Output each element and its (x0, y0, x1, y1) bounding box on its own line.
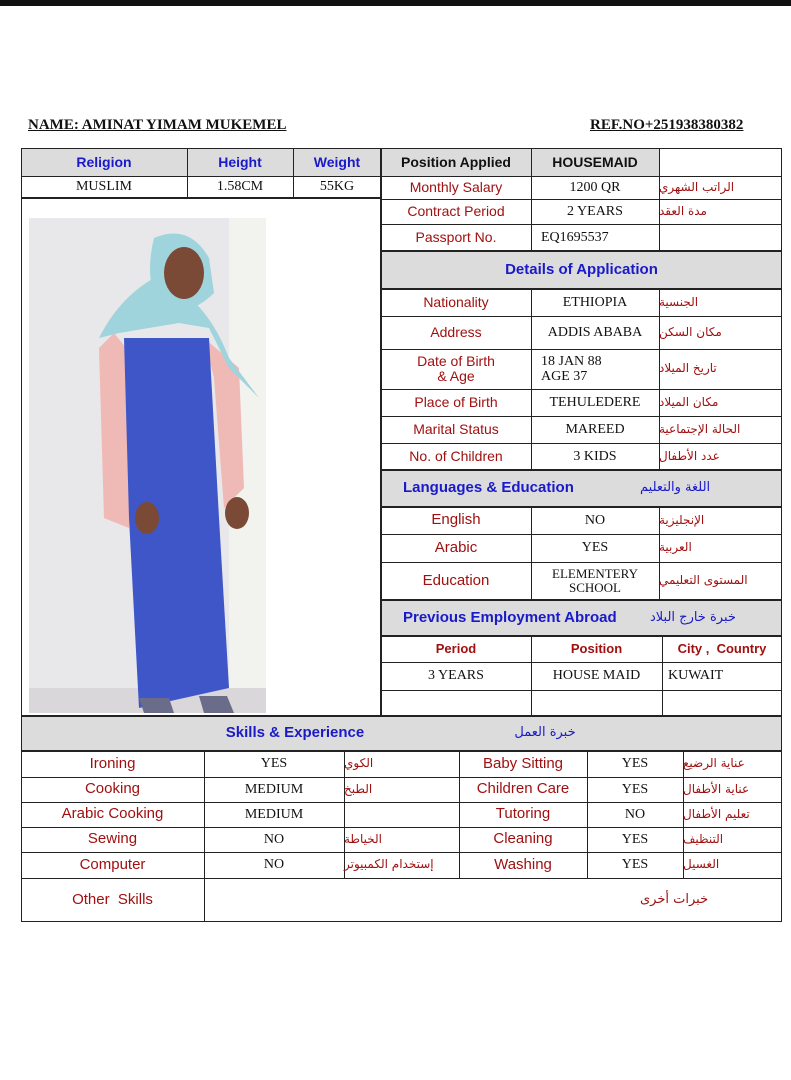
nationality-arabic: الجنسية (659, 294, 699, 309)
english-label: English (431, 511, 481, 529)
employment-period-header: Period (435, 640, 477, 656)
contract-period-arabic: مدة العقد (659, 203, 707, 218)
dob-label-line2: & Age (437, 368, 475, 384)
address-value: ADDIS ABABA (547, 324, 643, 340)
religion-value: MUSLIM (75, 179, 132, 195)
other-skills-label: Other Skills (72, 890, 153, 908)
employment-title: Previous Employment Abroad (403, 608, 617, 626)
education-label: Education (422, 571, 490, 589)
passport-label: Passport No. (415, 228, 497, 245)
employment-title-arabic: خبرة خارج البلاد (650, 609, 736, 625)
education-arabic: المستوى التعليمي (659, 573, 748, 588)
children-label: No. of Children (409, 447, 503, 464)
religion-label: Religion (76, 153, 132, 170)
skill-children-care-arabic: عناية الأطفال (683, 781, 750, 796)
birthplace-arabic: مكان الميلاد (659, 394, 719, 409)
nationality-value: ETHIOPIA (562, 294, 628, 310)
dob-label-line1: Date of Birth (417, 352, 495, 369)
monthly-salary-value: 1200 QR (569, 179, 621, 195)
position-applied-value: HOUSEMAID (552, 153, 638, 170)
skill-computer-value: NO (263, 857, 285, 873)
skill-tutoring-value: NO (624, 806, 646, 822)
skill-computer-label: Computer (79, 855, 146, 873)
skills-title: Skills & Experience (225, 724, 365, 742)
marital-status-value: MAREED (565, 421, 625, 437)
skill-computer-arabic: إستخدام الكمبيوتر (344, 857, 434, 872)
monthly-salary-arabic: الراتب الشهري (659, 179, 735, 194)
skill-ironing-value: YES (260, 756, 288, 772)
person-illustration (29, 218, 266, 713)
arabic-arabic: العربية (659, 540, 692, 555)
height-value: 1.58CM (216, 179, 264, 195)
reference-number: REF.NO+251938380382 (590, 117, 744, 133)
skill-cleaning-value: YES (621, 831, 649, 847)
top-border (0, 0, 791, 6)
education-value-line2: SCHOOL (568, 580, 621, 595)
english-value: NO (584, 512, 606, 528)
marital-status-label: Marital Status (413, 420, 499, 437)
position-applied-label: Position Applied (401, 153, 511, 170)
weight-value: 55KG (319, 179, 355, 195)
details-title: Details of Application (505, 260, 658, 278)
education-value-line1: ELEMENTERY (552, 565, 638, 581)
skill-washing-label: Washing (494, 855, 552, 873)
skill-arabic-cooking-label: Arabic Cooking (61, 805, 164, 823)
skill-tutoring-arabic: تعليم الأطفال (683, 806, 750, 821)
skill-sewing-arabic: الخياطة (344, 831, 382, 846)
skill-washing-value: YES (621, 857, 649, 873)
passport-value: EQ1695537 (541, 229, 609, 245)
dob-date: 18 JAN 88 (541, 353, 602, 369)
skill-tutoring-label: Tutoring (495, 805, 551, 823)
marital-status-arabic: الحالة الإجتماعية (659, 421, 741, 436)
contract-period-label: Contract Period (407, 202, 505, 219)
skill-cooking-arabic: الطبخ (344, 781, 373, 796)
skill-cooking-label: Cooking (84, 780, 141, 798)
skill-sewing-value: NO (263, 831, 285, 847)
skills-title-arabic: خبرة العمل (514, 725, 576, 741)
height-label: Height (218, 153, 262, 170)
employment-period-value: 3 YEARS (428, 668, 484, 684)
dob-label (381, 349, 531, 389)
position-blank-cell (659, 149, 781, 176)
dob-age: AGE 37 (541, 369, 588, 384)
skill-children-care-value: YES (621, 781, 649, 797)
skills-header-bg (21, 716, 782, 751)
children-arabic: عدد الأطفال (659, 448, 720, 463)
skill-baby-sitting-label: Baby Sitting (482, 754, 564, 772)
languages-title-arabic: اللغة والتعليم (640, 480, 711, 496)
skill-cleaning-arabic: التنظيف (683, 831, 724, 846)
arabic-label: Arabic (434, 538, 478, 556)
skill-arabic-cooking-value: MEDIUM (244, 806, 304, 822)
weight-label: Weight (313, 153, 361, 170)
skill-baby-sitting-arabic: عناية الرضيع (683, 756, 745, 771)
dob-value (531, 349, 659, 389)
address-label: Address (430, 323, 482, 340)
employment-position-value: HOUSE MAID (552, 668, 641, 684)
candidate-name: NAME: AMINAT YIMAM MUKEMEL (28, 117, 287, 133)
candidate-photo (29, 218, 266, 713)
skill-arabic-cooking-arabic (344, 802, 459, 827)
monthly-salary-label: Monthly Salary (409, 178, 503, 195)
address-arabic: مكان السكن (659, 324, 722, 339)
nationality-label: Nationality (423, 293, 489, 310)
languages-title: Languages & Education (403, 479, 574, 497)
arabic-value: YES (581, 540, 609, 556)
skill-washing-arabic: الغسيل (683, 857, 720, 872)
skill-baby-sitting-value: YES (621, 756, 649, 772)
dob-arabic: تاريخ الميلاد (659, 361, 717, 376)
skill-cooking-value: MEDIUM (244, 781, 304, 797)
english-arabic: الإنجليزية (659, 512, 705, 527)
skill-sewing-label: Sewing (87, 830, 138, 848)
employment-country-header: City , Country (677, 640, 767, 656)
birthplace-value: TEHULEDERE (549, 394, 641, 410)
other-skills-arabic: خبرات أخرى (640, 891, 709, 907)
children-value: 3 KIDS (573, 448, 617, 464)
employment-country-value: KUWAIT (668, 668, 724, 684)
skill-cleaning-label: Cleaning (493, 830, 553, 848)
skill-ironing-label: Ironing (89, 754, 136, 772)
birthplace-label: Place of Birth (414, 393, 498, 410)
skill-children-care-label: Children Care (476, 780, 570, 798)
contract-period-value: 2 YEARS (567, 203, 623, 219)
education-value (531, 562, 659, 600)
skill-ironing-arabic: الكوي (344, 756, 374, 771)
employment-position-header: Position (570, 640, 623, 656)
